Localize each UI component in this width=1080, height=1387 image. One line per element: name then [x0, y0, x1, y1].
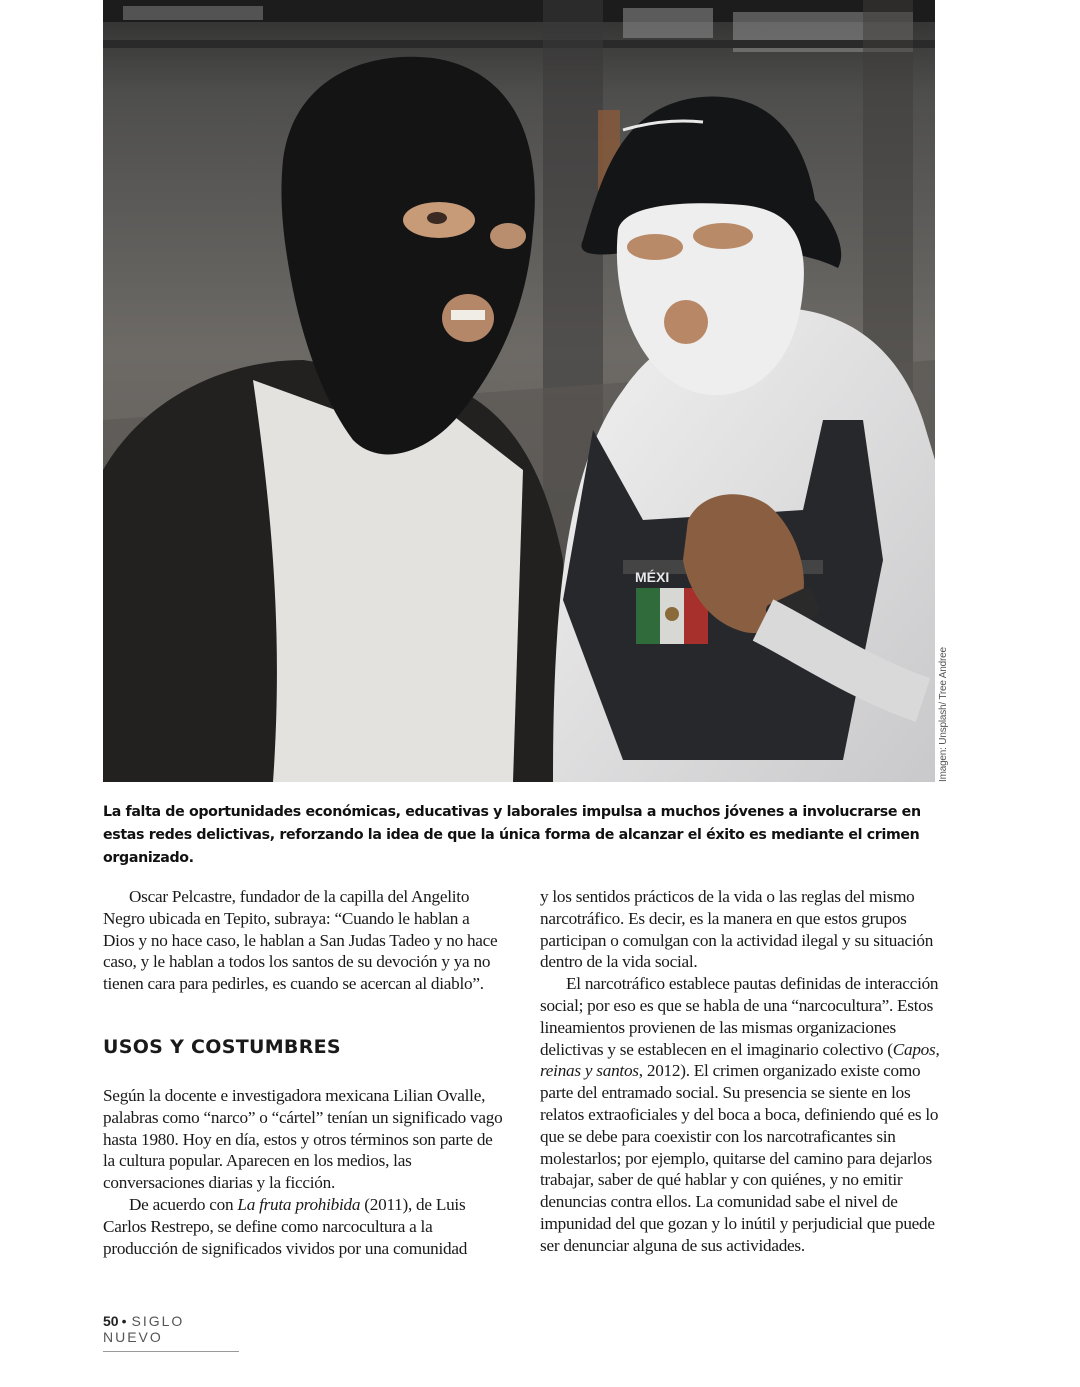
- photo-caption: La falta de oportunidades económicas, educativas y laborales impulsa a muchos jóvenes a involucrarse en estas redes delictivas, reforzando la idea de que la única forma de alcanzar el éxito es mediante el crimen organizado.: [103, 804, 921, 866]
- photo-credit: Imagen: Unsplash/ Tree Andree: [938, 647, 949, 782]
- photo-two-masked-men: [103, 0, 935, 782]
- paragraph: [103, 1194, 503, 1259]
- paragraph: Según la docente e investigadora mexicana Lilian Ovalle, palabras como “narco” o “cártel” tenían un significado vago hasta 1980. Hoy en día, estos y otros términos son parte de la cultura popular. Aparecen en los medios, las conversaciones diarias y la ficción.: [103, 1085, 503, 1193]
- paragraph: [540, 973, 945, 1256]
- paragraph: Oscar Pelcastre, fundador de la capilla del Angelito Negro ubicada en Tepito, subraya: “Cuando le hablan a Dios y no hace caso, le hablan a San Judas Tadeo y no hace caso, y le hablan a todos los santos de su devoción y ya no tienen cara para pedirles, es cuando se acercan al diablo”.: [103, 887, 498, 994]
- article-photo: [103, 0, 935, 782]
- left-column: [103, 886, 503, 1259]
- page-number: 50: [103, 1313, 119, 1329]
- page-footer: [103, 1313, 239, 1352]
- text-run: , 2012). El crimen organizado existe como parte del entramado social. Su presencia se siente en los relatos extraoficiales y del boca a boca, definiendo qué es lo que se debe para coexistir con los narcotraficantes sin molestarlos; por ejemplo, quitarse del camino para dejarlos trabajar, saber de qué hablar y con quiénes, y no emitir denuncias contra ellos. La comunidad sabe el nivel de impunidad del que gozan y lo inútil y perjudicial que puede ser denunciar alguna de sus actividades.: [540, 1061, 939, 1255]
- publication-name: SIGLO NUEVO: [103, 1313, 185, 1345]
- text-run: El narcotráfico establece pautas definidas de interacción social; por eso es que se habla de una “narcocultura”. Estos lineamientos provienen de las mismas organizaciones delictivas y se establecen en el imaginario colectivo (: [540, 974, 939, 1059]
- book-title: Capos, reinas y santos: [540, 1039, 940, 1081]
- right-column: [540, 886, 945, 1257]
- book-title: La fruta prohibida: [237, 1194, 361, 1214]
- patch-text: MÉXI: [635, 569, 670, 585]
- text-run: (2011), de Luis Carlos Restrepo, se define como narcocultura a la producción de significados vividos por una comunidad: [103, 1194, 468, 1258]
- text-run: De acuerdo con: [129, 1194, 238, 1214]
- section-heading: USOS Y COSTUMBRES: [103, 1035, 341, 1058]
- paragraph: y los sentidos prácticos de la vida o las reglas del mismo narcotráfico. Es decir, es la manera en que estos grupos participan o comulgan con la actividad ilegal y su situación dentro de la vida social.: [540, 887, 934, 972]
- footer-separator: •: [121, 1313, 129, 1329]
